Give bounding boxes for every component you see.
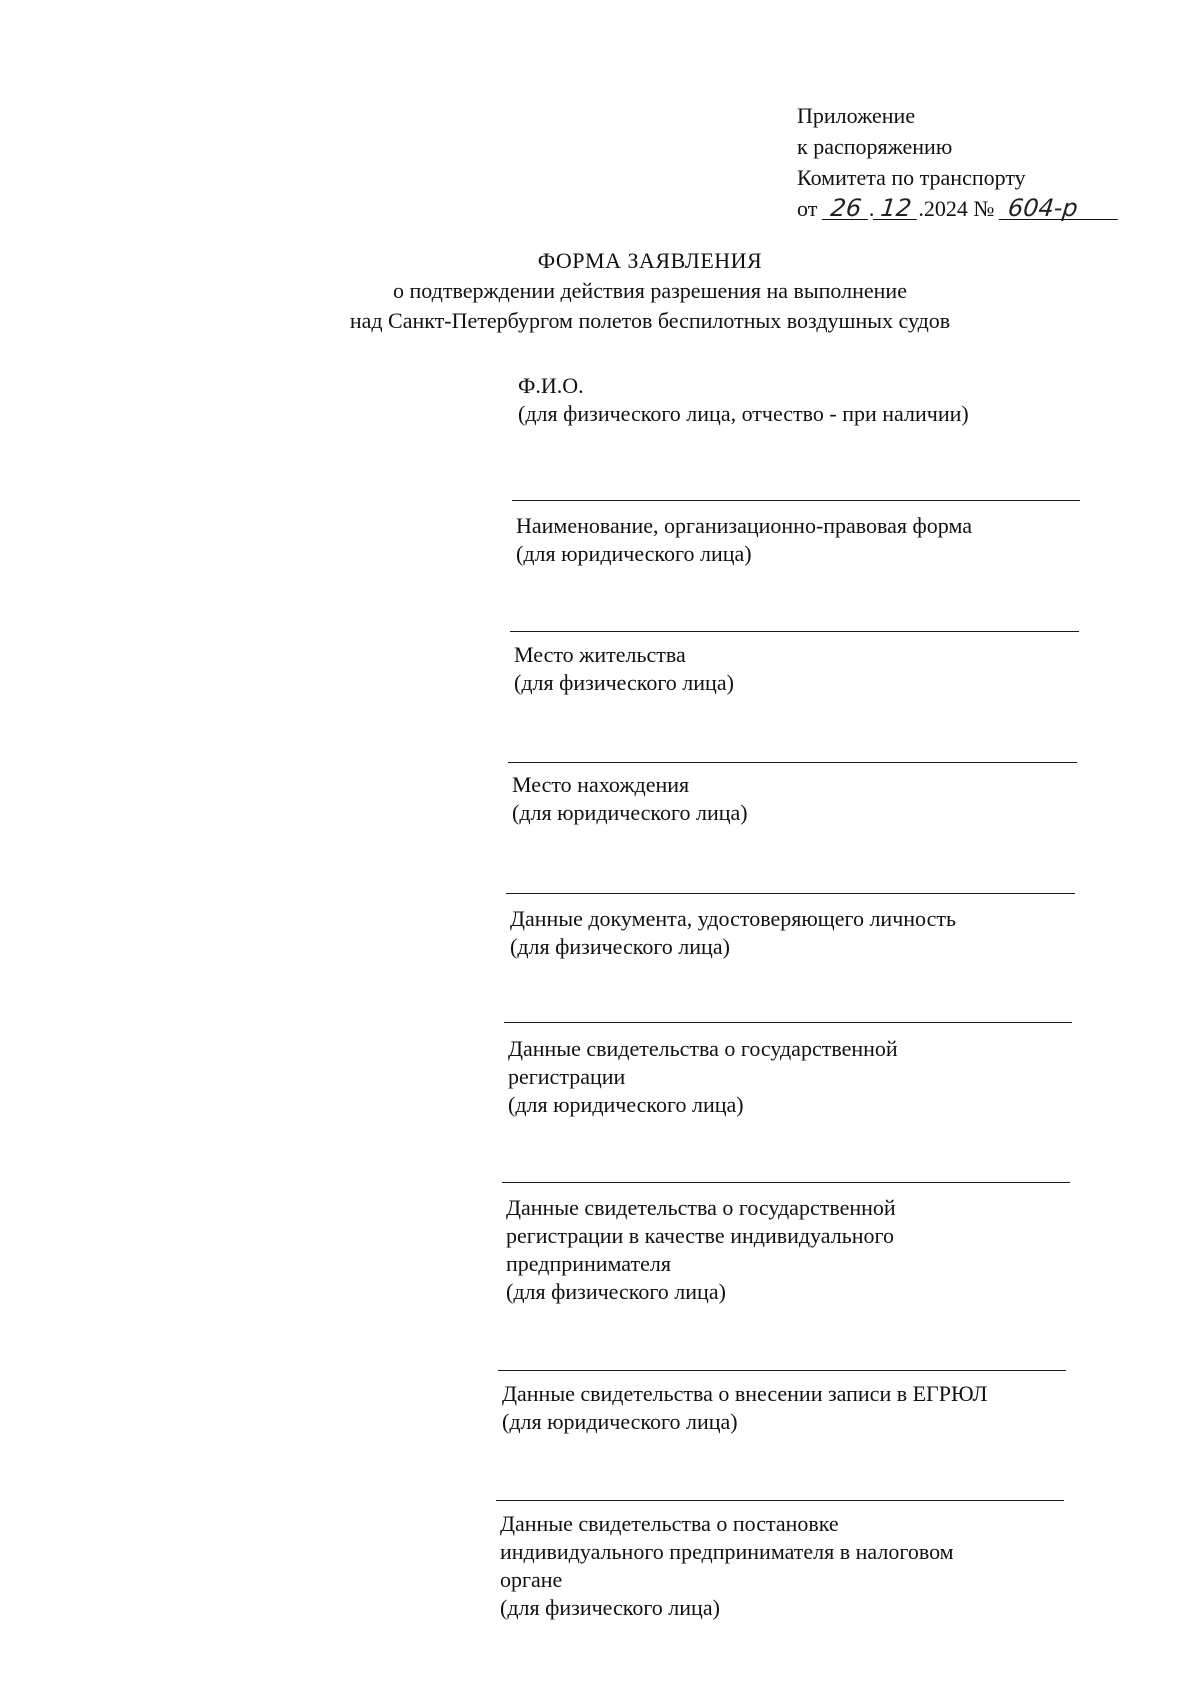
handwritten-day: 26 [822, 197, 870, 220]
field-hint: (для юридического лица) [502, 1409, 738, 1434]
field-identity-document [510, 905, 956, 961]
field-residence [514, 641, 734, 697]
field-label: Данные свидетельства о постановке [500, 1511, 839, 1536]
field-label-continued: регистрации в качестве индивидуального [506, 1223, 894, 1248]
field-label-continued: индивидуального предпринимателя в налоговом [500, 1539, 954, 1564]
field-location [512, 771, 748, 827]
ie-registration-input-line[interactable] [498, 1370, 1066, 1371]
field-state-registration [508, 1035, 898, 1119]
form-heading: ФОРМА ЗАЯВЛЕНИЯ [537, 248, 763, 273]
field-hint: (для физического лица) [500, 1595, 720, 1620]
field-label: Данные свидетельства о государственной [506, 1195, 896, 1220]
field-label: Место жительства [514, 642, 686, 667]
fio-input-line[interactable] [512, 500, 1080, 501]
form-subtitle-line1: о подтверждении действия разрешения на выполнение [393, 278, 907, 303]
number-sign: № [973, 196, 995, 221]
field-label: Наименование, организационно-правовая форма [516, 513, 972, 538]
field-label: Данные свидетельства о внесении записи в ЕГРЮЛ [502, 1381, 988, 1406]
date-prefix: от [797, 196, 818, 221]
field-label-continued: предпринимателя [506, 1251, 671, 1276]
egrul-entry-input-line[interactable] [496, 1500, 1064, 1501]
field-hint: (для физического лица) [510, 934, 730, 959]
field-hint: (для юридического лица) [508, 1092, 744, 1117]
field-organization-name [516, 512, 972, 568]
state-registration-input-line[interactable] [502, 1182, 1070, 1183]
field-hint: (для физического лица) [506, 1279, 726, 1304]
field-egrul-entry [502, 1380, 987, 1436]
handwritten-order-number: 604-р [999, 197, 1120, 220]
form-subtitle-line2: над Санкт-Петербургом полетов беспилотных воздушных судов [349, 308, 951, 333]
field-label: Данные документа, удостоверяющего личность [510, 906, 957, 931]
organization-name-input-line[interactable] [510, 631, 1079, 632]
year-suffix: .2024 [918, 196, 968, 221]
order-date-number [797, 193, 1119, 224]
field-ie-registration [506, 1194, 896, 1306]
committee-name: Комитета по транспорту [797, 165, 1026, 190]
approval-stamp-block [797, 100, 1119, 224]
field-label: Данные свидетельства о государственной [508, 1036, 898, 1061]
location-input-line[interactable] [506, 893, 1075, 894]
residence-input-line[interactable] [508, 762, 1077, 763]
date-dot: . [868, 196, 875, 221]
field-label-continued: органе [500, 1567, 563, 1592]
field-tax-registration [500, 1510, 954, 1622]
identity-document-input-line[interactable] [504, 1022, 1072, 1023]
field-label: Место нахождения [512, 772, 690, 797]
handwritten-month: 12 [873, 197, 919, 220]
field-hint: (для юридического лица) [516, 541, 752, 566]
field-label-continued: регистрации [508, 1064, 626, 1089]
field-label: Ф.И.О. [518, 373, 584, 398]
order-reference: к распоряжению [797, 134, 953, 159]
field-hint: (для юридического лица) [512, 800, 748, 825]
field-hint: (для физического лица, отчество - при наличии) [518, 401, 969, 426]
form-title [190, 246, 1110, 336]
field-fio [518, 372, 969, 428]
appendix-label: Приложение [797, 103, 916, 128]
field-hint: (для физического лица) [514, 670, 734, 695]
